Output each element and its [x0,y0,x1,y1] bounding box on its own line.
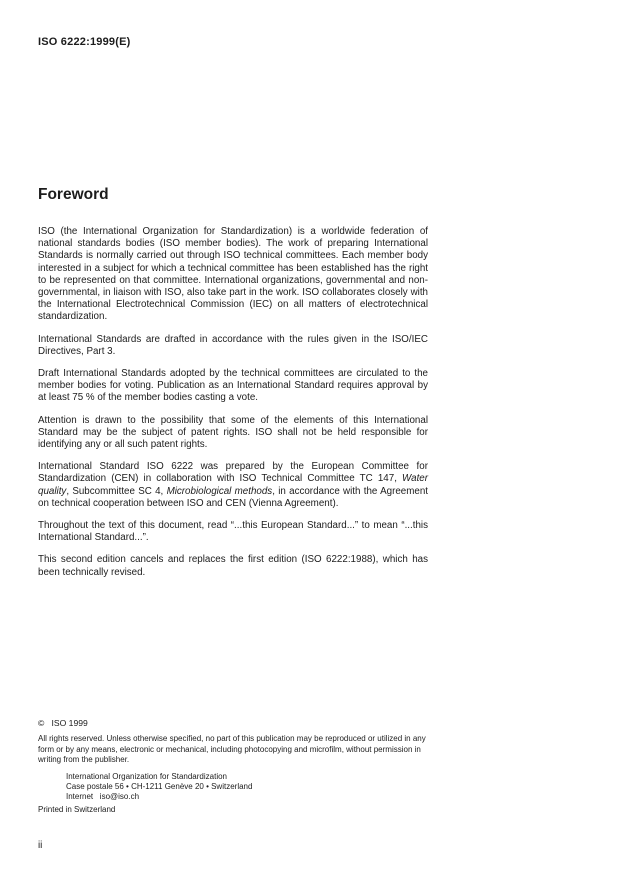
publisher-address [66,772,438,803]
rights-reserved-text: All rights reserved. Unless otherwise specified, no part of this publication may be reproduced or utilized in any form or by any means, electronic or mechanical, including photocopying and microfilm, without permission in writing from the publisher. [38,734,426,765]
foreword-paragraph-read-as: Throughout the text of this document, read “...this European Standard...” to mean “...this International Standard...”. [38,520,428,544]
foreword-title: Foreword [38,186,109,203]
foreword-paragraph-voting: Draft International Standards adopted by the technical committees are circulated to the member bodies for voting. Publication as an International Standard requires approval by at least 75 % of the member bodies casting a vote. [38,368,428,404]
copyright-notice: © ISO 1999 [38,718,88,728]
foreword-section [38,186,428,589]
foreword-paragraph-iso-intro: ISO (the International Organization for Standardization) is a worldwide federation of national standards bodies (ISO member bodies). The work of preparing International Standards is normally carried out through ISO technical committees. Each member body interested in a subject for which a technical committee has been established has the right to be represented on that committee. International organizations, governmental and non-governmental, in liaison with ISO, also take part in the work. ISO collaborates closely with the International Electrotechnical Commission (IEC) on all matters of electrotechnical standardization. [38,226,428,323]
publisher-name: International Organization for Standardization [66,771,227,781]
foreword-paragraph-directives: International Standards are drafted in accordance with the rules given in the ISO/IEC Directives, Part 3. [38,333,428,357]
document-id-header: ISO 6222:1999(E) [38,36,131,48]
foreword-paragraph-patent-rights: Attention is drawn to the possibility that some of the elements of this International Standard may be the subject of patent rights. ISO shall not be held responsible for identifying any or all such patent rights. [38,414,428,451]
page-number: ii [38,840,43,851]
foreword-paragraph-cen-preparation: International Standard ISO 6222 was prepared by the European Committee for Standardization (CEN) in collaboration with ISO Technical Committee TC 147, Water quality, Subcommittee SC 4, Microbiological methods, in accordance with the Agreement on technical cooperation between ISO and CEN (Vienna Agreement). [38,461,429,509]
copyright-footer [38,718,438,815]
publisher-internet-address: Internet iso@iso.ch [66,792,140,802]
foreword-paragraph-second-edition: This second edition cancels and replaces the first edition (ISO 6222:1988), which has been technically revised. [38,554,428,578]
printed-in-line: Printed in Switzerland [38,804,116,814]
publisher-postal-address: Case postale 56 • CH-1211 Genève 20 • Switzerland [66,782,253,792]
